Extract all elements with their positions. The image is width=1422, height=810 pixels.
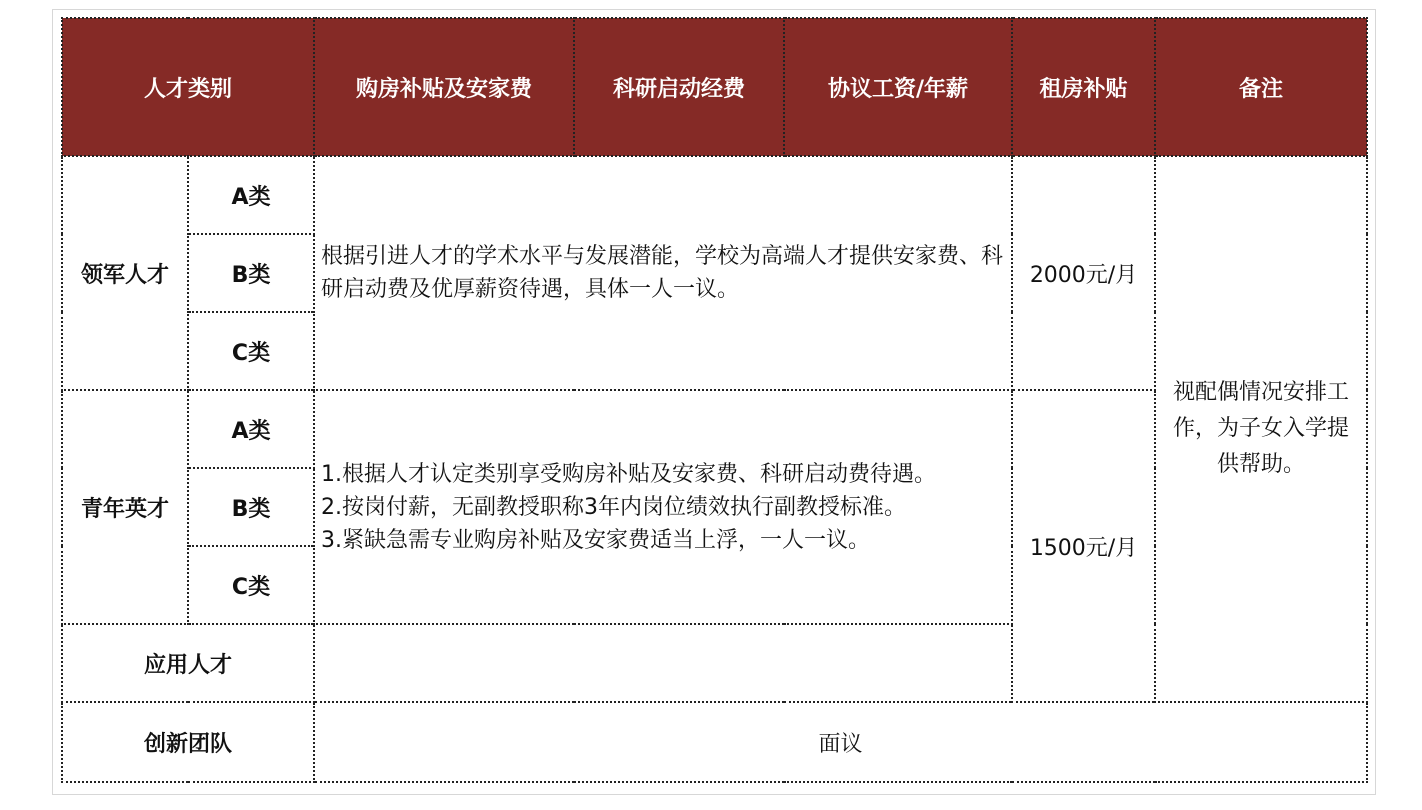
leading-grade-b: B类 bbox=[188, 234, 314, 312]
youth-rent: 1500元/月 bbox=[1012, 390, 1155, 702]
applied-empty-cell bbox=[314, 624, 1012, 702]
talent-policy-table bbox=[61, 17, 1368, 783]
applied-talent-label: 应用人才 bbox=[62, 624, 314, 702]
leading-grade-a: A类 bbox=[188, 156, 314, 234]
remarks-text: 视配偶情况安排工作，为子女入学提供帮助。 bbox=[1173, 380, 1350, 477]
youth-talent-label: 青年英才 bbox=[62, 390, 188, 624]
leading-description-text: 根据引进人才的学术水平与发展潜能，学校为高端人才提供安家费、科研启动费及优厚薪资待遇，具体一人一议。 bbox=[321, 244, 1004, 302]
youth-grade-c: C类 bbox=[188, 546, 314, 624]
youth-grade-a: A类 bbox=[188, 390, 314, 468]
table-row bbox=[62, 702, 1367, 782]
leading-grade-c: C类 bbox=[188, 312, 314, 390]
youth-grade-b: B类 bbox=[188, 468, 314, 546]
youth-item-3: 3.紧缺急需专业购房补贴及安家费适当上浮，一人一议。 bbox=[321, 527, 871, 553]
leading-rent: 2000元/月 bbox=[1012, 156, 1155, 390]
innovation-team-label: 创新团队 bbox=[62, 702, 314, 782]
header-remarks: 备注 bbox=[1155, 18, 1367, 156]
header-category: 人才类别 bbox=[62, 18, 314, 156]
header-housing: 购房补贴及安家费 bbox=[314, 18, 574, 156]
leading-description bbox=[314, 156, 1012, 390]
table-row bbox=[62, 156, 1367, 234]
youth-item-1: 1.根据人才认定类别享受购房补贴及安家费、科研启动费待遇。 bbox=[321, 461, 937, 487]
header-row bbox=[62, 18, 1367, 156]
youth-item-2: 2.按岗付薪，无副教授职称3年内岗位绩效执行副教授标准。 bbox=[321, 494, 907, 520]
header-rent: 租房补贴 bbox=[1012, 18, 1155, 156]
leading-talent-label: 领军人才 bbox=[62, 156, 188, 390]
innovation-team-value: 面议 bbox=[314, 702, 1367, 782]
youth-description bbox=[314, 390, 1012, 624]
remarks-cell bbox=[1155, 156, 1367, 702]
header-research: 科研启动经费 bbox=[574, 18, 784, 156]
header-salary: 协议工资/年薪 bbox=[784, 18, 1012, 156]
